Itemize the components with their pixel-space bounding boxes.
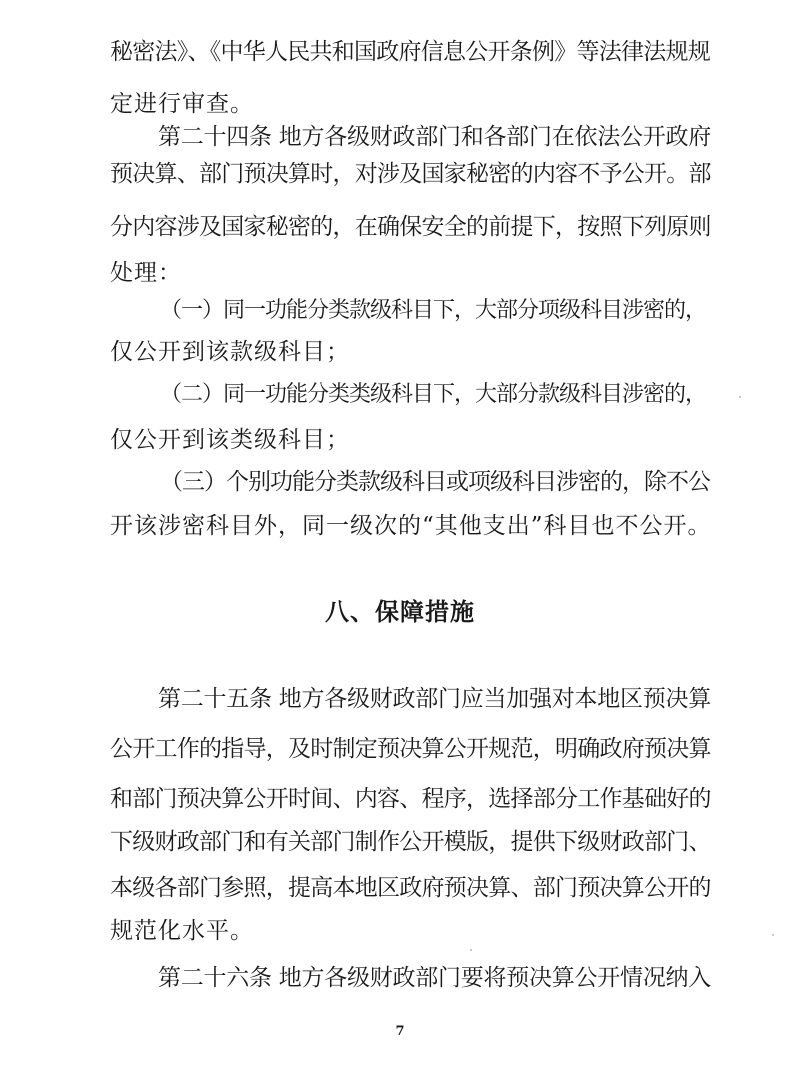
text-line: 定进行审查。 [110, 91, 254, 117]
text-line: 本级各部门参照，提高本地区政府预决算、部门预决算公开的 [110, 875, 711, 901]
text-line: 秘密法》、《中华人民共和国政府信息公开条例》等法律法规规 [110, 39, 710, 65]
text-line: （二）同一功能分类类级科目下，大部分款级科目涉密的， [160, 382, 707, 407]
text-line: 和部门预决算公开时间、内容、程序，选择部分工作基础好的 [110, 786, 711, 812]
text-line: 仅公开到该类级科目； [110, 427, 350, 453]
text-line: 第二十六条 地方各级财政部门要将预决算公开情况纳入 [158, 965, 712, 991]
text-line: 规范化水平。 [110, 918, 254, 944]
text-line: 第二十五条 地方各级财政部门应当加强对本地区预决算 [158, 686, 712, 712]
text-line: 分内容涉及国家秘密的，在确保安全的前提下，按照下列原则 [110, 214, 711, 240]
page-number: 7 [395, 1024, 405, 1039]
scan-speck [772, 934, 774, 936]
scan-speck [739, 396, 741, 398]
text-line: 开该涉密科目外，同一级次的“其他支出”科目也不公开。 [110, 513, 712, 539]
text-line: 处理： [110, 260, 182, 286]
scan-speck [470, 949, 472, 951]
text-line: （三）个别功能分类款级科目或项级科目涉密的，除不公 [160, 469, 710, 495]
text-line: 下级财政部门和有关部门制作公开模版，提供下级财政部门、 [110, 829, 711, 855]
text-line: 预决算、部门预决算时，对涉及国家秘密的内容不予公开。部 [110, 161, 711, 187]
text-line: 仅公开到该款级科目； [110, 339, 350, 365]
text-line: 第二十四条 地方各级财政部门和各部门在依法公开政府 [158, 124, 712, 150]
section-heading: 八、保障措施 [325, 598, 475, 626]
text-line: （一）同一功能分类款级科目下，大部分项级科目涉密的， [160, 298, 707, 323]
text-line: 公开工作的指导，及时制定预决算公开规范，明确政府预决算 [110, 736, 711, 762]
